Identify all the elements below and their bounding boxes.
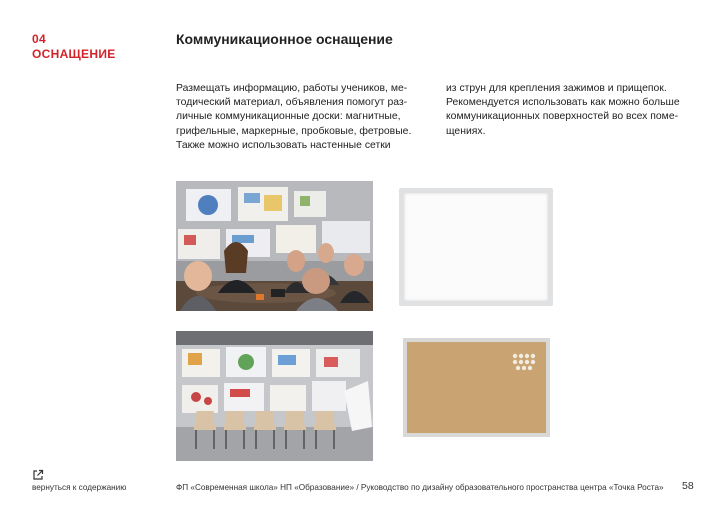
body-text-column-1: Размещать информацию, работы учеников, ме- тодический материал, объявления помогут раз- личные коммуникационные доски: магнитные, грифельные, маркерные, пробковые, фетровые. Также можно использовать настенные сетки — [176, 83, 412, 151]
page-title: Коммуникационное оснащение — [176, 31, 393, 47]
hallway-gallery-photo — [176, 331, 373, 461]
section-number: 04 — [32, 32, 46, 46]
footer-source: ФП «Современная школа» НП «Образование» / Руководство по дизайну образовательного пространства центра «Точка Роста» — [176, 483, 664, 492]
back-to-contents-link[interactable]: вернуться к содержанию — [32, 483, 127, 492]
magnetic-whiteboard-image — [399, 188, 553, 306]
classroom-students-photo — [176, 181, 373, 311]
section-name: ОСНАЩЕНИЕ — [32, 47, 116, 61]
cork-board-image — [403, 338, 550, 437]
body-text-column-2: из струн для крепления зажимов и прищепок. Рекомендуется использовать как можно больше коммуникационных поверхностей во всех поме- щениях. — [446, 83, 680, 137]
page-number: 58 — [682, 480, 694, 492]
external-link-icon[interactable] — [32, 469, 44, 481]
